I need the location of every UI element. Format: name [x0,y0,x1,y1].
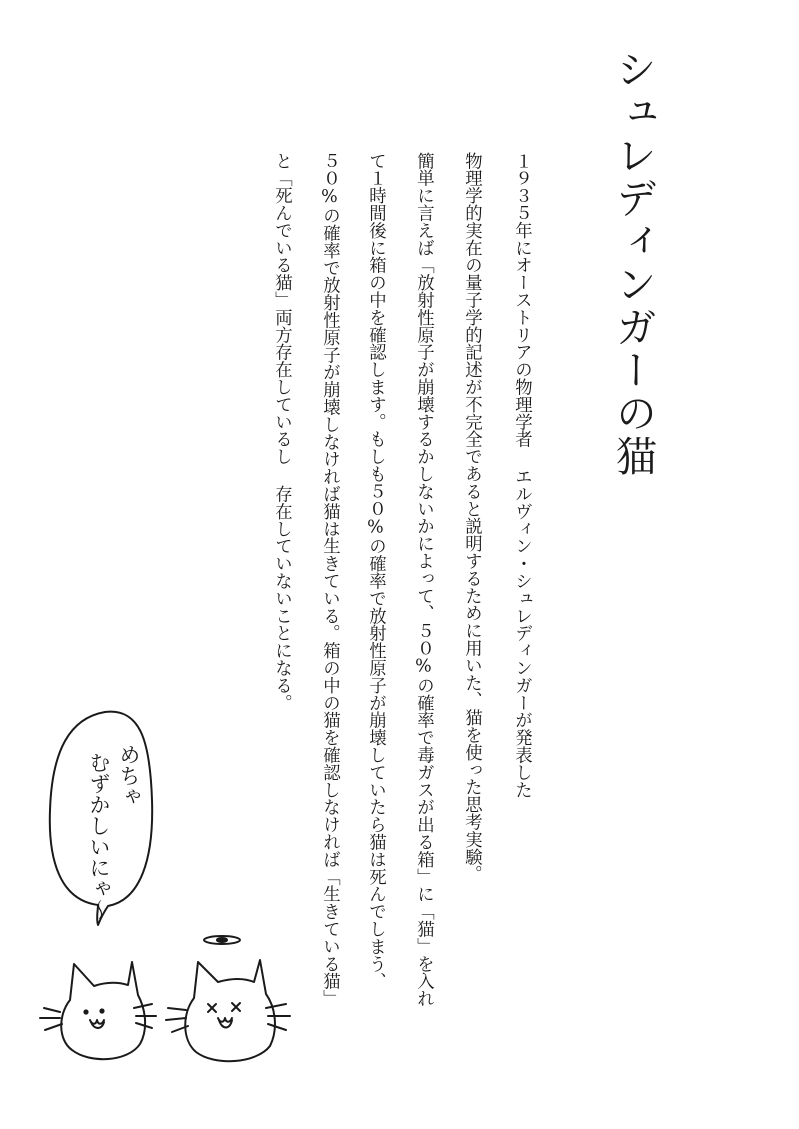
body-column-3: 簡単に言えば「放射性原子が崩壊するかしないかによって、５０%の確率で毒ガスが出る箱」に「猫」を入れ [413,152,434,1008]
bubble-line-1: めちゃ [117,744,141,807]
body-column-5: ５０%の確率で放射性原子が崩壊しなければ猫は生きている。箱の中の猫を確認しなければ「生きている猫」 [319,152,340,1008]
halo-icon [204,936,240,944]
cat-right-icon [166,960,290,1061]
body-column-2: 物理学的実在の量子学的記述が不完全であると説明するために用いた、猫を使った思考実験。 [461,152,482,883]
cat-left-icon [40,962,156,1059]
body-column-6: と「死んでいる猫」両方存在しているし 存在していないことになる。 [271,152,292,712]
body-column-1: １９３５年にオーストリアの物理学者 エルヴィン・シュレディンガーが発表した [511,152,532,799]
page-title: シュレディンガーの猫 [609,48,657,478]
body-column-4: て１時間後に箱の中を確認します。もしも５０%の確率で放射性原子が崩壊していたら猫は死んでしまう、 [365,152,386,990]
bubble-line-2: むずかしいにゃ〜 [87,752,111,920]
